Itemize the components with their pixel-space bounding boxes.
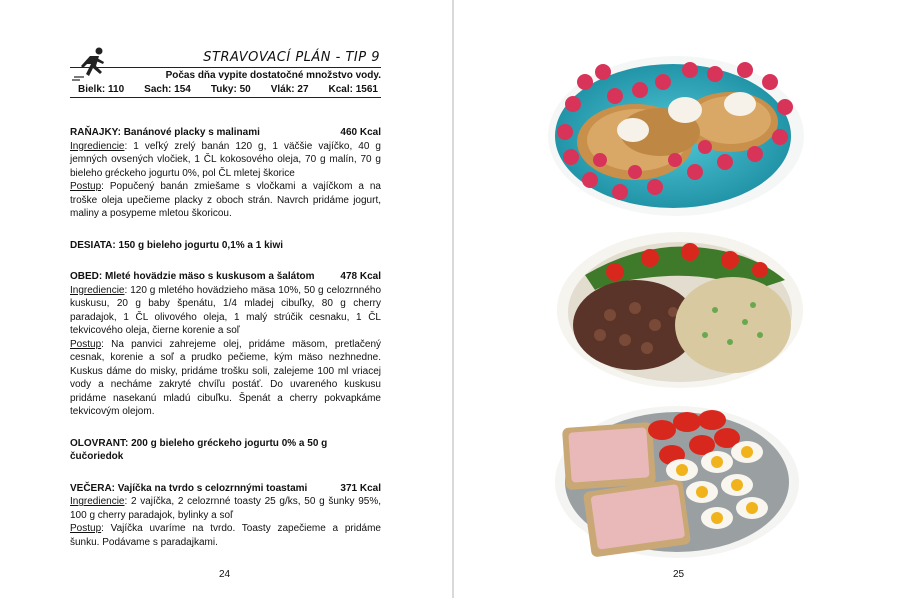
pancakes-photo xyxy=(545,52,807,220)
breakfast-section xyxy=(70,126,381,221)
plan-title: STRAVOVACÍ PLÁN - TIP 9 xyxy=(203,50,380,65)
dinner-method: Postup: Vajíčka uvaríme na tvrdo. Toasty zapečieme a pridáme šunku. Podávame s paradajkami. xyxy=(70,523,381,548)
dinner-heading: VEČERA: Vajíčka na tvrdo s celozrnnými toastami xyxy=(70,482,308,494)
macro-fat: Tuky: 50 xyxy=(210,84,251,95)
meal-plan-content xyxy=(70,126,381,549)
header-divider xyxy=(70,67,381,68)
macro-protein: Bielk: 110 xyxy=(78,84,125,95)
macro-summary xyxy=(78,84,378,95)
morning-snack: DESIATA: 150 g bieleho jogurtu 0,1% a 1 kiwi xyxy=(70,239,284,251)
lunch-heading: OBED: Mleté hovädzie mäso s kuskusom a šalátom xyxy=(70,271,315,282)
lunch-kcal: 478 Kcal xyxy=(340,271,381,282)
afternoon-snack: OLOVRANT: 200 g bieleho gréckeho jogurtu 0% a 50 g čučoriedok xyxy=(70,437,328,462)
dinner-kcal: 371 Kcal xyxy=(340,482,381,494)
macro-divider xyxy=(70,97,381,98)
dinner-ingredients: Ingrediencie: 2 vajíčka, 2 celozrnné toasty 25 g/ks, 50 g šunky 95%, 100 g cherry paradajok, bylinky a soľ xyxy=(70,496,381,521)
macro-carbs: Sach: 154 xyxy=(144,84,191,95)
lunch-section xyxy=(70,270,381,419)
breakfast-heading: RAŇAJKY: Banánové placky s malinami xyxy=(70,127,260,138)
macro-kcal: Kcal: 1561 xyxy=(328,84,378,95)
page-number-right: 25 xyxy=(673,569,685,580)
breakfast-kcal: 460 Kcal xyxy=(340,127,381,138)
page-number-left: 24 xyxy=(219,569,231,580)
breakfast-method: Postup: Popučený banán zmiešame s vločkami a vajíčkom a na troške oleja upečieme placky z oboch strán. Navrch pridáme jogurt, maliny a posypeme mletou škoricou. xyxy=(70,181,381,219)
breakfast-ingredients: Ingrediencie: 1 veľký zrelý banán 120 g, 1 väčšie vajíčko, 40 g jemných ovsených vločiek, 1 ČL kokosového oleja, 70 g malín, 70 g bieleho gréckeho jogurtu 0%, pol ČL mletej škorice xyxy=(70,140,381,179)
lunch-method: Postup: Na panvici zahrejeme olej, pridáme mäsom, pretlačený cesnak, korenie a soľ a prudko pečieme, kým mäso nezhnedne. Kuskus dáme do misky, pridáme trošku soli, zalejeme 100 ml vriacej vody a necháme zakryté chvíľu postáť. Do uvareného kuskusu pridáme nasekanú mladú cibuľku. Špenát a cherry pokvapkáme tekvicovým olejom. xyxy=(70,338,381,417)
dinner-section xyxy=(70,482,381,550)
plan-subtitle: Počas dňa vypite dostatočné množstvo vody. xyxy=(165,70,381,81)
beef-couscous-photo xyxy=(555,230,805,390)
eggs-toast-photo xyxy=(552,400,802,560)
macro-fiber: Vlák: 27 xyxy=(270,84,309,95)
lunch-ingredients: Ingrediencie: 120 g mletého hovädzieho mäsa 10%, 50 g celozrnného kuskusu, 20 g baby špenátu, 1/4 mladej cibuľky, 80 g cherry paradajok, 1 ČL olivového oleja, 1 malý strúčik cesnaku, 1 ČL tekvicového oleja, čierne korenie a soľ xyxy=(70,284,381,336)
